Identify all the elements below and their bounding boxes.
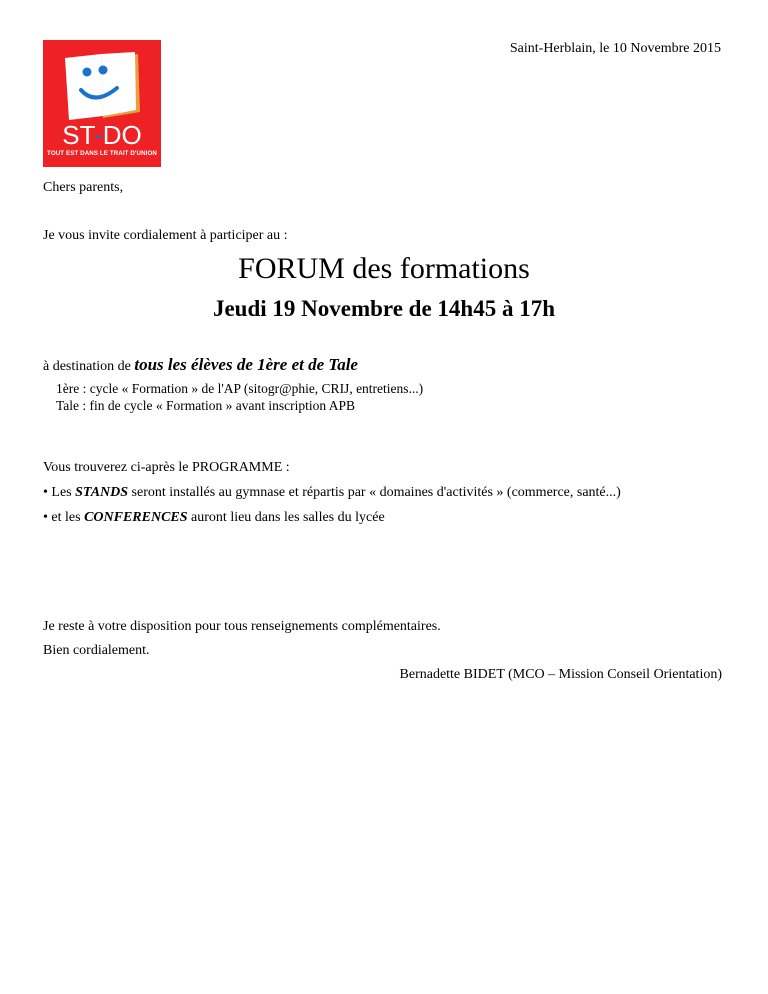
stdo-logo <box>43 40 161 167</box>
program-intro: Vous trouverez ci-après le PROGRAMME : <box>43 460 290 475</box>
event-title: FORUM des formations <box>238 252 530 285</box>
greeting: Chers parents, <box>43 180 124 195</box>
audience-line <box>43 355 358 375</box>
closing-line: Je reste à votre disposition pour tous renseignements complémentaires. <box>43 619 441 634</box>
detail-line: Tale : fin de cycle « Formation » avant inscription APB <box>56 398 355 413</box>
program-item <box>43 510 385 526</box>
program-item-keyword: STANDS <box>75 485 129 500</box>
program-item-prefix: • et les <box>43 510 85 525</box>
logo-tagline: TOUT EST DANS LE TRAIT D'UNION <box>47 150 157 157</box>
program-item-text: auront lieu dans les salles du lycée <box>187 510 385 525</box>
program-item <box>43 485 621 501</box>
closing-line: Bien cordialement. <box>43 643 150 658</box>
audience-prefix: à destination de <box>43 359 131 374</box>
program-item-prefix: • Les <box>43 485 76 500</box>
signature: Bernadette BIDET (MCO – Mission Conseil Orientation) <box>399 667 722 682</box>
logo-brand-name: ST-DO <box>62 120 142 150</box>
program-item-keyword: CONFERENCES <box>84 510 188 525</box>
invitation-text: Je vous invite cordialement à participer au : <box>43 228 288 243</box>
detail-line: 1ère : cycle « Formation » de l'AP (sitogr@phie, CRIJ, entretiens...) <box>56 381 424 396</box>
date-line: Saint-Herblain, le 10 Novembre 2015 <box>509 41 721 56</box>
event-date: Jeudi 19 Novembre de 14h45 à 17h <box>212 296 556 321</box>
audience-highlight: tous les élèves de 1ère et de Tale <box>134 355 358 374</box>
program-item-text: seront installés au gymnase et répartis par « domaines d'activités » (commerce, santé...) <box>128 485 621 500</box>
